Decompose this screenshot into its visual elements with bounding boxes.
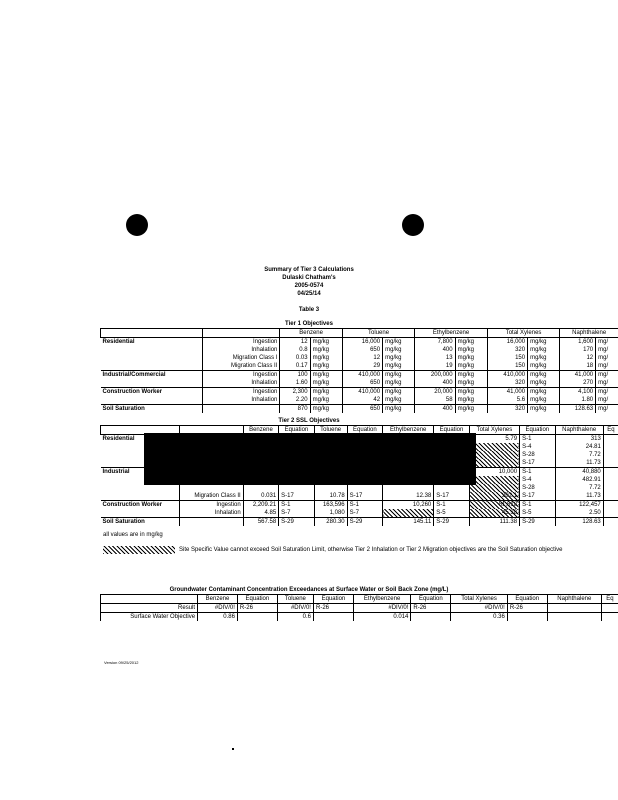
cell-value: 7.72 — [555, 451, 603, 459]
cell-value: 100 — [280, 371, 310, 380]
tier2-col-header: Equation — [279, 426, 314, 435]
row-pathway: Ingestion — [202, 371, 280, 380]
cell-value — [279, 484, 314, 492]
gw-col-header: Ethylbenzene — [353, 595, 411, 604]
cell-unit: mg/kg — [455, 354, 487, 362]
doc-header — [0, 266, 618, 314]
cell-value: 0.6 — [277, 613, 313, 622]
header-line3: 2005-0574 — [294, 283, 324, 289]
cell-value: 202.1 — [469, 492, 519, 501]
table-row — [101, 509, 618, 518]
tier1-col-header: Ethylbenzene — [415, 329, 488, 338]
cell-value: 12 — [342, 354, 382, 362]
cell-unit: mg/kg — [528, 371, 560, 380]
cell-value — [603, 518, 618, 527]
cell-value — [411, 613, 451, 622]
cell-value: 150 — [487, 354, 527, 362]
tier1-corner2 — [202, 329, 280, 338]
cell-value: 13 — [415, 354, 455, 362]
cell-value: R-26 — [411, 604, 451, 613]
cell-unit: mg/kg — [310, 405, 342, 414]
row-group — [101, 484, 180, 492]
cell-value: 1,080 — [314, 509, 347, 518]
cell-value: 400 — [415, 379, 455, 388]
cell-unit: mg/kg — [383, 346, 415, 354]
tier2-title: Tier 2 SSL Objectives — [278, 418, 340, 424]
row-pathway: Ingestion — [202, 388, 280, 397]
cell-value — [313, 613, 353, 622]
row-label: Result — [101, 604, 198, 613]
hatch-swatch — [103, 546, 175, 554]
cell-value: S-17 — [434, 492, 469, 501]
row-pathway: Inhalation — [202, 379, 280, 388]
cell-value: 41,000 — [487, 388, 527, 397]
cell-value — [547, 604, 601, 613]
cell-value: 0.36 — [451, 613, 508, 622]
punch-hole-right — [402, 214, 424, 236]
row-group: Construction Worker — [101, 501, 180, 510]
cell-unit: mg/kg — [383, 354, 415, 362]
cell-value: 41,000 — [560, 371, 596, 380]
cell-value: 0.17 — [280, 362, 310, 371]
cell-value — [603, 484, 618, 492]
cell-value: 19 — [415, 362, 455, 371]
gw-col-header: Toluene — [277, 595, 313, 604]
cell-value: 0.031 — [243, 492, 278, 501]
row-pathway: Inhalation — [180, 509, 244, 518]
cell-value: 163,596 — [314, 501, 347, 510]
cell-value: S-28 — [520, 484, 555, 492]
cell-unit: mg/kg — [455, 379, 487, 388]
cell-value: 5.6 — [487, 396, 527, 405]
cell-value — [603, 443, 618, 451]
cell-value: 4.85 — [243, 509, 278, 518]
cell-value: 200,000 — [415, 371, 455, 380]
cell-value: 313 — [555, 435, 603, 444]
cell-value: 870 — [280, 405, 310, 414]
cell-unit: mg/kg — [383, 371, 415, 380]
cell-unit: mg/kg — [455, 371, 487, 380]
cell-value — [383, 509, 434, 518]
legend-text: Site Specific Value cannot exceed Soil Saturation Limit, otherwise Tier 2 Inhalation or Tier 2 Migration objectives are the Soil Saturation objective — [179, 547, 563, 553]
table-row — [101, 346, 618, 354]
tier2-col-header: Equation — [434, 426, 469, 435]
table-row — [101, 501, 618, 510]
cell-value: 410,000 — [342, 371, 382, 380]
cell-value: 320 — [487, 346, 527, 354]
row-pathway: Migration Class II — [180, 492, 244, 501]
cell-value: 128.63 — [555, 518, 603, 527]
tier1-col-header: Total Xylenes — [487, 329, 560, 338]
units-note: all values are in mg/kg — [103, 532, 163, 538]
cell-unit: mg/kg — [528, 354, 560, 362]
cell-value — [243, 484, 278, 492]
table-row — [101, 484, 618, 492]
cell-value: S-17 — [279, 492, 314, 501]
cell-value: 2.20 — [280, 396, 310, 405]
cell-value: 10.78 — [314, 492, 347, 501]
row-group — [101, 492, 180, 501]
cell-unit: mg/kg — [310, 338, 342, 347]
row-group: Industrial/Commercial — [101, 371, 203, 380]
cell-value: 410,000 — [487, 371, 527, 380]
row-pathway: Ingestion — [180, 501, 244, 510]
cell-value: 650 — [342, 379, 382, 388]
cell-value: 400 — [415, 405, 455, 414]
cell-unit: mg/kg — [528, 346, 560, 354]
cell-unit: mg/ — [596, 338, 618, 347]
cell-unit: mg/kg — [383, 379, 415, 388]
cell-unit: mg/kg — [310, 388, 342, 397]
cell-value: 0.8 — [280, 346, 310, 354]
cell-value — [314, 484, 347, 492]
cell-value: 170 — [560, 346, 596, 354]
footer-version: Version 09/25/2012 — [104, 660, 139, 665]
cell-value — [603, 476, 618, 484]
cell-value: 122,457 — [555, 501, 603, 510]
cell-value: 0.86 — [198, 613, 238, 622]
cell-value: #DIV/0! — [198, 604, 238, 613]
gw-corner — [101, 595, 198, 604]
row-group — [101, 346, 203, 354]
tier2-col-header: Benzene — [243, 426, 278, 435]
table-row — [101, 405, 618, 414]
cell-value: 280.30 — [314, 518, 347, 527]
cell-value: 567.58 — [243, 518, 278, 527]
table-row — [101, 396, 618, 405]
cell-value — [507, 613, 547, 622]
cell-unit: mg/kg — [383, 388, 415, 397]
cell-value: 16,000 — [487, 338, 527, 347]
cell-value: 45.38 — [469, 509, 519, 518]
cell-value — [603, 501, 618, 510]
row-pathway — [202, 405, 280, 414]
cell-value: 12 — [280, 338, 310, 347]
tier1-header-row — [101, 329, 618, 338]
cell-value — [603, 492, 618, 501]
cell-value: 18 — [560, 362, 596, 371]
cell-value — [237, 613, 277, 622]
cell-value: 150 — [487, 362, 527, 371]
row-pathway — [180, 518, 244, 527]
cell-unit: mg/kg — [455, 388, 487, 397]
cell-value: R-26 — [507, 604, 547, 613]
cell-value: S-5 — [520, 509, 555, 518]
cell-value — [469, 476, 519, 484]
cell-value: S-1 — [520, 501, 555, 510]
cell-unit: mg/kg — [310, 371, 342, 380]
row-pathway: Inhalation — [202, 346, 280, 354]
cell-value: 42 — [342, 396, 382, 405]
tier2-col-header: Total Xylenes — [469, 426, 519, 435]
table-row — [101, 492, 618, 501]
cell-value — [601, 604, 618, 613]
cell-unit: mg/kg — [528, 338, 560, 347]
table-row — [101, 354, 618, 362]
cell-value: 12.38 — [383, 492, 434, 501]
cell-unit: mg/kg — [528, 388, 560, 397]
tier2-col-header: Naphthalene — [555, 426, 603, 435]
cell-unit: mg/ — [596, 346, 618, 354]
cell-value: R-26 — [237, 604, 277, 613]
punch-hole-left — [126, 214, 148, 236]
row-group: Residential — [102, 338, 135, 345]
cell-unit: mg/ — [596, 362, 618, 371]
cell-unit: mg/ — [596, 388, 618, 397]
cell-unit: mg/ — [596, 405, 618, 414]
cell-unit: mg/ — [596, 354, 618, 362]
cell-unit: mg/kg — [528, 405, 560, 414]
cell-value: 650 — [342, 405, 382, 414]
row-group — [101, 354, 203, 362]
gw-col-header: Equation — [313, 595, 353, 604]
cell-value: 16,000 — [342, 338, 382, 347]
cell-value — [603, 468, 618, 477]
row-group — [101, 509, 180, 518]
cell-value: 2,209.21 — [243, 501, 278, 510]
cell-value — [603, 451, 618, 459]
header-line1: Summary of Tier 3 Calculations — [264, 267, 354, 273]
cell-value: S-1 — [347, 501, 382, 510]
cell-unit: mg/kg — [455, 396, 487, 405]
cell-unit: mg/ — [596, 396, 618, 405]
cell-value: 128.63 — [560, 405, 596, 414]
cell-value: #DIV/0! — [451, 604, 508, 613]
cell-unit: mg/kg — [383, 405, 415, 414]
cell-value: 11.73 — [555, 459, 603, 468]
tier2-col-header: Equation — [520, 426, 555, 435]
cell-value: 0.014 — [353, 613, 411, 622]
tier2-col-header: Toluene — [314, 426, 347, 435]
table-row — [101, 613, 618, 622]
cell-unit: mg/kg — [455, 362, 487, 371]
cell-value: 40,880 — [555, 468, 603, 477]
table-row — [101, 362, 618, 371]
cell-unit: mg/kg — [310, 396, 342, 405]
table-row — [101, 379, 618, 388]
cell-value: 1.60 — [280, 379, 310, 388]
row-pathway: Migration Class II — [202, 362, 280, 371]
gw-col-header: Eq — [601, 595, 618, 604]
cell-value: S-29 — [434, 518, 469, 527]
cell-unit: mg/kg — [455, 405, 487, 414]
gw-col-header: Equation — [411, 595, 451, 604]
cell-unit: mg/kg — [455, 346, 487, 354]
table-row — [101, 371, 618, 380]
row-pathway: Inhalation — [202, 396, 280, 405]
cell-value: 650 — [342, 346, 382, 354]
cell-value — [601, 613, 618, 622]
cell-value: 24.81 — [555, 443, 603, 451]
row-pathway — [180, 484, 244, 492]
cell-value: #DIV/0! — [277, 604, 313, 613]
row-group: Construction Worker — [101, 388, 203, 397]
cell-value: 81,818 — [469, 501, 519, 510]
row-pathway: Migration Class I — [202, 354, 280, 362]
cell-value: 320 — [487, 405, 527, 414]
cell-value — [603, 459, 618, 468]
cell-value: 410,000 — [342, 388, 382, 397]
tier1-corner — [101, 329, 203, 338]
cell-value: 7.72 — [555, 484, 603, 492]
cell-unit: mg/kg — [310, 379, 342, 388]
row-pathway: Ingestion — [202, 338, 280, 347]
gw-table — [100, 594, 618, 621]
gw-title: Groundwater Contaminant Concentration Exceedances at Surface Water or Soil Back Zone (mg/L) — [169, 587, 449, 593]
table-label: Table 3 — [298, 307, 320, 313]
gw-header-row — [101, 595, 618, 604]
cell-value: 5.79 — [469, 435, 519, 444]
gw-col-header: Benzene — [198, 595, 238, 604]
cell-value: 482.91 — [555, 476, 603, 484]
cell-value: S-1 — [279, 501, 314, 510]
cell-value: 12 — [560, 354, 596, 362]
cell-value: S-5 — [434, 509, 469, 518]
tier1-col-header: Toluene — [342, 329, 415, 338]
cell-value: 11.73 — [555, 492, 603, 501]
gw-col-header: Naphthalene — [547, 595, 601, 604]
cell-value — [434, 484, 469, 492]
cell-value: S-7 — [279, 509, 314, 518]
cell-value: 20,000 — [415, 388, 455, 397]
row-group: Residential — [102, 435, 135, 442]
cell-value — [469, 484, 519, 492]
cell-value: 1.80 — [560, 396, 596, 405]
table-row — [101, 604, 618, 613]
cell-value: 145.11 — [383, 518, 434, 527]
cell-value: 1,600 — [560, 338, 596, 347]
cell-value — [347, 484, 382, 492]
tier2-col-header: Eq — [603, 426, 618, 435]
row-label: Surface Water Objective — [101, 613, 198, 622]
cell-value — [547, 613, 601, 622]
row-group: Soil Saturation — [101, 405, 203, 414]
page-mark — [232, 748, 234, 750]
cell-value — [383, 484, 434, 492]
cell-unit: mg/kg — [455, 338, 487, 347]
cell-value — [469, 443, 519, 451]
cell-value: 2.50 — [555, 509, 603, 518]
table-row — [101, 388, 618, 397]
cell-value: S-4 — [520, 476, 555, 484]
cell-value: R-26 — [313, 604, 353, 613]
cell-value: S-7 — [347, 509, 382, 518]
tier2-col-header: Ethylbenzene — [383, 426, 434, 435]
cell-value: S-17 — [347, 492, 382, 501]
cell-value: 2,300 — [280, 388, 310, 397]
tier1-col-header: Benzene — [280, 329, 342, 338]
redaction-block — [144, 433, 476, 485]
cell-value — [603, 509, 618, 518]
cell-value: 29 — [342, 362, 382, 371]
tier1-col-header: Naphthalene — [560, 329, 618, 338]
row-group: Industrial — [101, 468, 180, 477]
table-row — [101, 518, 618, 527]
cell-unit: mg/kg — [528, 396, 560, 405]
cell-value: 111.38 — [469, 518, 519, 527]
cell-value: #DIV/0! — [353, 604, 411, 613]
cell-value: 10,000 — [469, 468, 519, 477]
cell-value — [469, 459, 519, 468]
cell-value: 320 — [487, 379, 527, 388]
tier2-col-header: Equation — [347, 426, 382, 435]
header-line4: 04/25/14 — [297, 291, 321, 297]
cell-value: 400 — [415, 346, 455, 354]
cell-value: S-17 — [520, 492, 555, 501]
table-row — [101, 338, 618, 347]
cell-value: S-29 — [279, 518, 314, 527]
cell-value: 10,260 — [383, 501, 434, 510]
cell-unit: mg/kg — [383, 362, 415, 371]
cell-value: 7,800 — [415, 338, 455, 347]
cell-unit: mg/kg — [383, 338, 415, 347]
cell-value: S-28 — [520, 451, 555, 459]
gw-col-header: Total Xylenes — [451, 595, 508, 604]
cell-value: S-17 — [520, 459, 555, 468]
cell-unit: mg/kg — [528, 362, 560, 371]
row-group — [101, 379, 203, 388]
tier1-title: Tier 1 Objectives — [285, 321, 333, 327]
cell-value: S-1 — [520, 435, 555, 444]
cell-value: S-29 — [520, 518, 555, 527]
cell-value — [603, 435, 618, 444]
cell-unit: mg/kg — [310, 362, 342, 371]
tier1-table — [100, 328, 618, 413]
cell-value: S-1 — [434, 501, 469, 510]
cell-unit: mg/ — [596, 371, 618, 380]
cell-value — [469, 451, 519, 459]
cell-value: 58 — [415, 396, 455, 405]
cell-value: 270 — [560, 379, 596, 388]
row-group: Soil Saturation — [101, 518, 180, 527]
row-group — [101, 362, 203, 371]
header-line2: Dulaski Chatham's — [282, 275, 336, 281]
gw-col-header: Equation — [237, 595, 277, 604]
cell-unit: mg/kg — [528, 379, 560, 388]
cell-value: S-29 — [347, 518, 382, 527]
gw-col-header: Equation — [507, 595, 547, 604]
hatch-legend — [103, 546, 562, 554]
cell-unit: mg/ — [596, 379, 618, 388]
cell-value: S-1 — [520, 468, 555, 477]
row-group — [101, 396, 203, 405]
cell-unit: mg/kg — [310, 354, 342, 362]
cell-unit: mg/kg — [383, 396, 415, 405]
cell-value: S-4 — [520, 443, 555, 451]
cell-value: 0.03 — [280, 354, 310, 362]
cell-value: 4,100 — [560, 388, 596, 397]
cell-unit: mg/kg — [310, 346, 342, 354]
